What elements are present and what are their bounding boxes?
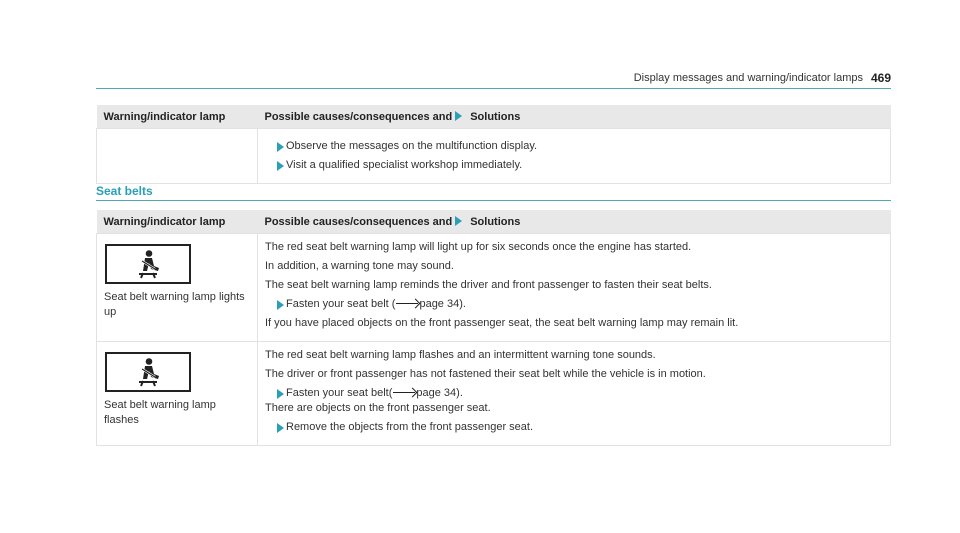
cause-line: The red seat belt warning lamp will light up for six seconds once the engine has started. [265,241,692,253]
col-header-causes [258,105,891,129]
seat-belt-icon [105,244,191,284]
lamp-cell [97,234,258,342]
triangle-arrow-icon [455,216,462,226]
bullet-text: Fasten your seat belt( [286,387,393,399]
page-reference-link[interactable]: page 34). [419,298,466,310]
lamp-cell [97,129,258,184]
table-row [97,234,891,342]
triangle-arrow-icon [277,142,284,152]
col-header-lamp: Warning/indicator lamp [97,105,258,129]
triangle-arrow-icon [277,389,284,399]
col-header-lamp: Warning/indicator lamp [97,210,258,234]
header-title: Display messages and warning/indicator lamps [633,72,863,84]
page-header [96,70,891,89]
col-header-solutions-text: Solutions [470,216,521,228]
table-row [97,342,891,446]
col-header-causes [258,210,891,234]
bullet-text: Observe the messages on the multifunction display. [286,140,538,152]
col-header-causes-text: Possible causes/consequences and [264,216,453,228]
page-reference-link[interactable]: page 34). [416,387,463,399]
cause-line: There are objects on the front passenger seat. [265,402,491,414]
seat-belt-table [96,210,891,446]
page-link-arrow-icon[interactable] [396,303,418,304]
warning-table-continued [96,105,891,184]
solutions-cell [258,342,891,446]
section-title: Seat belts [96,184,891,201]
solution-bullet [265,158,883,173]
triangle-arrow-icon [455,111,462,121]
col-header-causes-text: Possible causes/consequences and [264,111,453,123]
triangle-arrow-icon [277,423,284,433]
solutions-cell [258,234,891,342]
solution-bullet [265,420,883,435]
cause-line: If you have placed objects on the front passenger seat, the seat belt warning lamp may remain lit. [265,317,739,329]
lamp-cell [97,342,258,446]
cause-line: The red seat belt warning lamp flashes and an intermittent warning tone sounds. [265,349,656,361]
cause-line: The seat belt warning lamp reminds the driver and front passenger to fasten their seat belts. [265,279,712,291]
bullet-text: Remove the objects from the front passenger seat. [286,421,534,433]
solution-bullet [265,297,883,312]
page-link-arrow-icon[interactable] [393,392,415,393]
col-header-solutions-text: Solutions [470,111,521,123]
bullet-text: Visit a qualified specialist workshop immediately. [286,159,523,171]
triangle-arrow-icon [277,300,284,310]
solution-bullet [265,139,883,154]
page-number: 469 [870,71,891,85]
triangle-arrow-icon [277,161,284,171]
bullet-text: Fasten your seat belt ( [286,298,396,310]
lamp-label: Seat belt warning lamp flashes [104,399,216,426]
seat-belt-icon [105,352,191,392]
solution-bullet [265,386,883,401]
solutions-cell [258,129,891,184]
cause-line: In addition, a warning tone may sound. [265,260,454,272]
cause-line: The driver or front passenger has not fastened their seat belt while the vehicle is in motion. [265,368,706,380]
lamp-label: Seat belt warning lamp lights up [104,291,245,318]
